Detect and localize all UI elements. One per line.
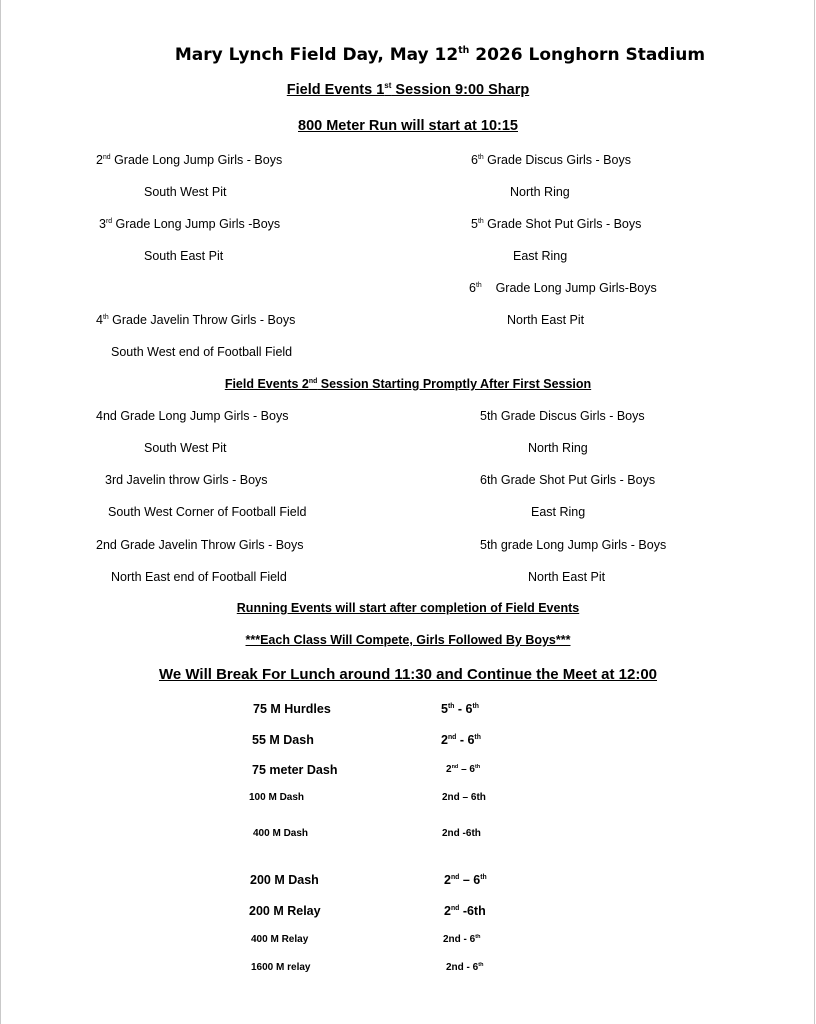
race-event-400m-relay: 400 M Relay [251,934,309,945]
s1-event-6th-discus: 6th Grade Discus Girls - Boys [471,153,631,167]
s2-event-3rd-javelin: 3rd Javelin throw Girls - Boys [105,473,268,487]
page-edge-right [814,0,815,1024]
page-edge-left [0,0,1,1024]
race-grade-200m-relay: 2nd -6th [444,904,486,918]
race-grade-75-meter-dash: 2nd – 6th [446,763,481,775]
s2-location-east-ring: East Ring [531,505,586,519]
session1-heading: Field Events 1st Session 9:00 Sharp [286,81,530,98]
s2-event-5th-long-jump: 5th grade Long Jump Girls - Boys [480,538,667,552]
race-event-1600m-relay: 1600 M relay [251,962,311,973]
race-event-75-meter-dash: 75 meter Dash [252,763,338,777]
s1-location-south-west-pit: South West Pit [144,185,227,199]
race-grade-200m-dash: 2nd – 6th [444,873,487,887]
lunch-break-note: We Will Break For Lunch around 11:30 and Continue the Meet at 12:00 [158,666,658,683]
race-grade-55m-dash: 2nd - 6th [441,733,481,747]
page-title: Mary Lynch Field Day, May 12th 2026 Longhorn Stadium [174,45,706,65]
race-event-100m-dash: 100 M Dash [249,792,305,803]
s1-event-3rd-long-jump: 3rd Grade Long Jump Girls -Boys [99,217,281,231]
run800-heading: 800 Meter Run will start at 10:15 [298,118,518,134]
race-event-200m-relay: 200 M Relay [249,904,321,918]
s2-location-north-east-field: North East end of Football Field [111,570,287,584]
race-event-75m-hurdles: 75 M Hurdles [253,702,331,716]
s2-location-south-west-pit: South West Pit [144,441,227,455]
s1-location-north-east-pit: North East Pit [507,313,585,327]
race-grade-1600m-relay: 2nd - 6th [446,961,484,973]
s2-event-2nd-javelin: 2nd Grade Javelin Throw Girls - Boys [96,538,304,552]
race-grade-400m-dash: 2nd -6th [442,828,481,839]
s1-location-north-ring: North Ring [510,185,570,199]
s1-event-6th-long-jump: 6th Grade Long Jump Girls-Boys [469,281,657,295]
s1-location-east-ring: East Ring [513,249,568,263]
race-grade-100m-dash: 2nd – 6th [442,792,486,803]
s2-event-5th-discus: 5th Grade Discus Girls - Boys [480,409,645,423]
race-event-200m-dash: 200 M Dash [250,873,319,887]
running-events-note: Running Events will start after completion of Field Events [236,601,580,615]
race-grade-400m-relay: 2nd - 6th [443,933,481,945]
session2-heading: Field Events 2nd Session Starting Promptly After First Session [224,377,592,391]
s1-location-south-east-pit: South East Pit [144,249,224,263]
s1-event-4th-javelin: 4th Grade Javelin Throw Girls - Boys [96,313,296,327]
race-event-55m-dash: 55 M Dash [252,733,314,747]
s2-event-4nd-long-jump: 4nd Grade Long Jump Girls - Boys [96,409,289,423]
s2-location-north-ring: North Ring [528,441,588,455]
s1-location-south-west-field: South West end of Football Field [111,345,293,359]
s2-event-6th-shot-put: 6th Grade Shot Put Girls - Boys [480,473,656,487]
class-compete-note: ***Each Class Will Compete, Girls Followed By Boys*** [245,633,571,647]
s2-location-south-west-corner: South West Corner of Football Field [108,505,307,519]
s2-location-north-east-pit: North East Pit [528,570,606,584]
s1-event-5th-shot-put: 5th Grade Shot Put Girls - Boys [471,217,642,231]
race-event-400m-dash: 400 M Dash [253,828,309,839]
s1-event-2nd-long-jump: 2nd Grade Long Jump Girls - Boys [96,153,283,167]
race-grade-75m-hurdles: 5th - 6th [441,702,479,716]
